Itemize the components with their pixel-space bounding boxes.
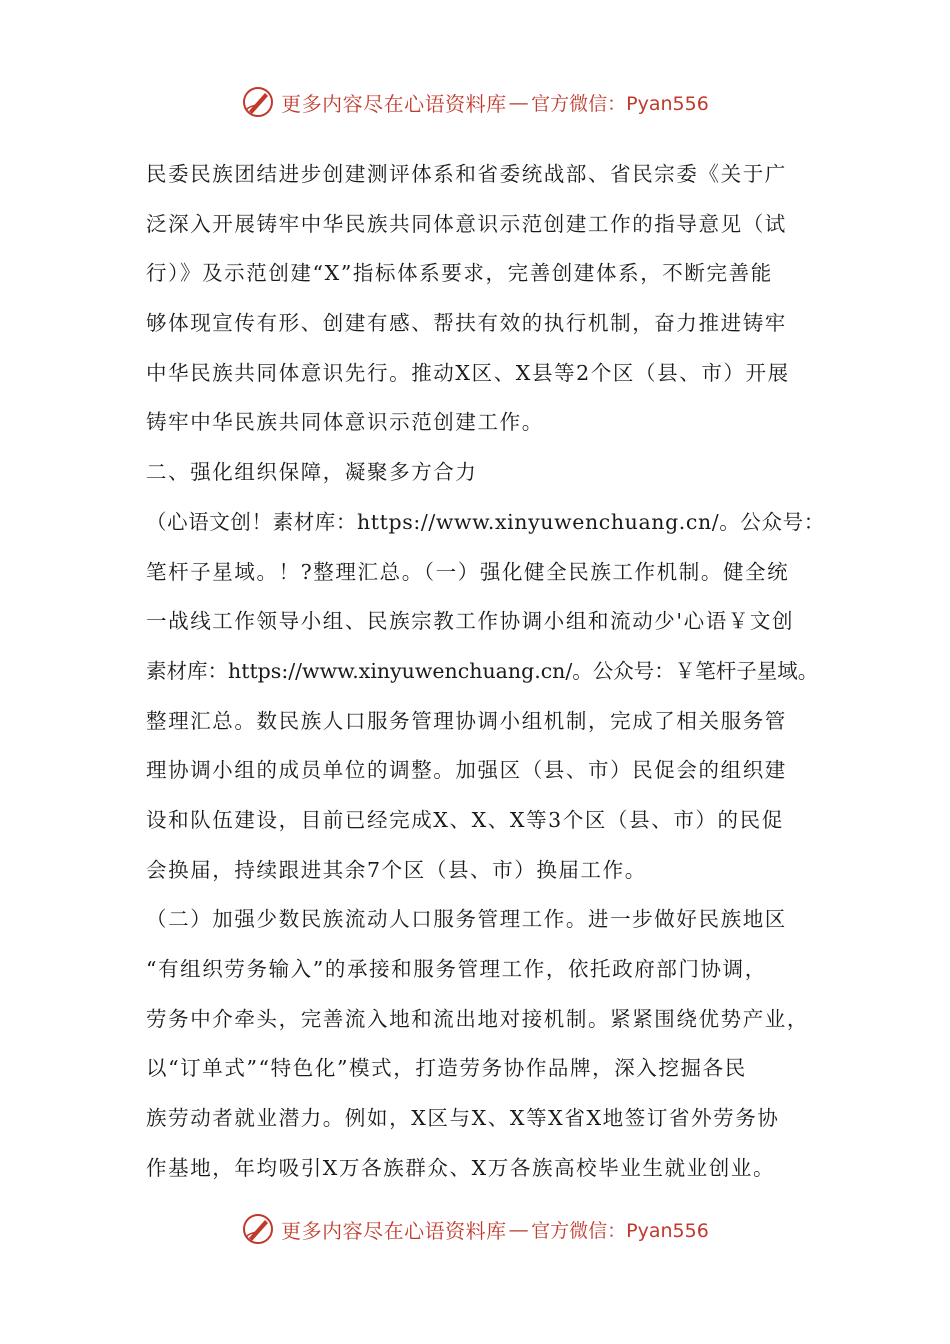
body-line: 整理汇总。数民族人口服务管理协调小组机制，完成了相关服务管 <box>146 708 787 733</box>
header-banner-dash: — <box>508 90 530 114</box>
document-body <box>146 150 826 1193</box>
body-line: 以“订单式”“特色化”模式，打造劳务协作品牌，深入挖掘各民 <box>146 1056 747 1081</box>
pen-logo-icon <box>241 85 275 119</box>
footer-banner-text: 更多内容尽在心语资料库 <box>281 1218 507 1243</box>
footer-banner <box>0 1209 950 1249</box>
body-line: 劳务中介牵头，完善流入地和流出地对接机制。紧紧围绕优势产业， <box>146 1006 809 1031</box>
pen-logo-icon <box>241 1212 275 1246</box>
body-line: 会换届，持续跟进其余7个区（县、市）换届工作。 <box>146 857 647 882</box>
body-line: 理协调小组的成员单位的调整。加强区（县、市）民促会的组织建 <box>146 758 787 783</box>
body-line: 中华民族共同体意识先行。推动X区、X县等2个区（县、市）开展 <box>146 360 790 385</box>
body-line: 铸牢中华民族共同体意识示范创建工作。 <box>146 410 544 435</box>
body-line: （心语文创！素材库：https://www.xinyuwenchuang.cn/。公众号： <box>146 509 825 534</box>
body-line: 泛深入开展铸牢中华民族共同体意识示范创建工作的指导意见（试 <box>146 211 787 236</box>
header-banner-text: 更多内容尽在心语资料库 <box>281 91 507 116</box>
body-line: 素材库：https://www.xinyuwenchuang.cn/。公众号：￥笔杆子星域。 <box>146 658 819 683</box>
body-line: （二）加强少数民族流动人口服务管理工作。进一步做好民族地区 <box>146 907 787 932</box>
body-line: 设和队伍建设，目前已经完成X、X、X等3个区（县、市）的民促 <box>146 807 784 832</box>
body-line: 够体现宣传有形、创建有感、帮扶有效的执行机制，奋力推进铸牢 <box>146 311 787 336</box>
body-line: 族劳动者就业潜力。例如，X区与X、X等X省X地签订省外劳务协 <box>146 1106 780 1131</box>
body-line: 作基地，年均吸引X万各族群众、X万各族高校毕业生就业创业。 <box>146 1155 776 1180</box>
header-banner <box>0 82 950 122</box>
header-banner-wechat: 官方微信：Pyan556 <box>531 92 709 115</box>
body-line: “有组织劳务输入”的承接和服务管理工作，依托政府部门协调， <box>146 957 767 981</box>
body-line: 民委民族团结进步创建测评体系和省委统战部、省民宗委《关于广 <box>146 162 787 186</box>
footer-banner-dash: — <box>508 1217 530 1241</box>
footer-banner-wechat: 官方微信：Pyan556 <box>531 1219 709 1242</box>
body-line: 笔杆子星域。！?整理汇总。（一）强化健全民族工作机制。健全统 <box>146 559 790 584</box>
section-heading: 二、强化组织保障，凝聚多方合力 <box>146 460 478 485</box>
body-line: 行）》及示范创建“X”指标体系要求，完善创建体系，不断完善能 <box>146 261 773 286</box>
body-line: 一战线工作领导小组、民族宗教工作协调小组和流动少'心语￥文创 <box>146 609 795 634</box>
